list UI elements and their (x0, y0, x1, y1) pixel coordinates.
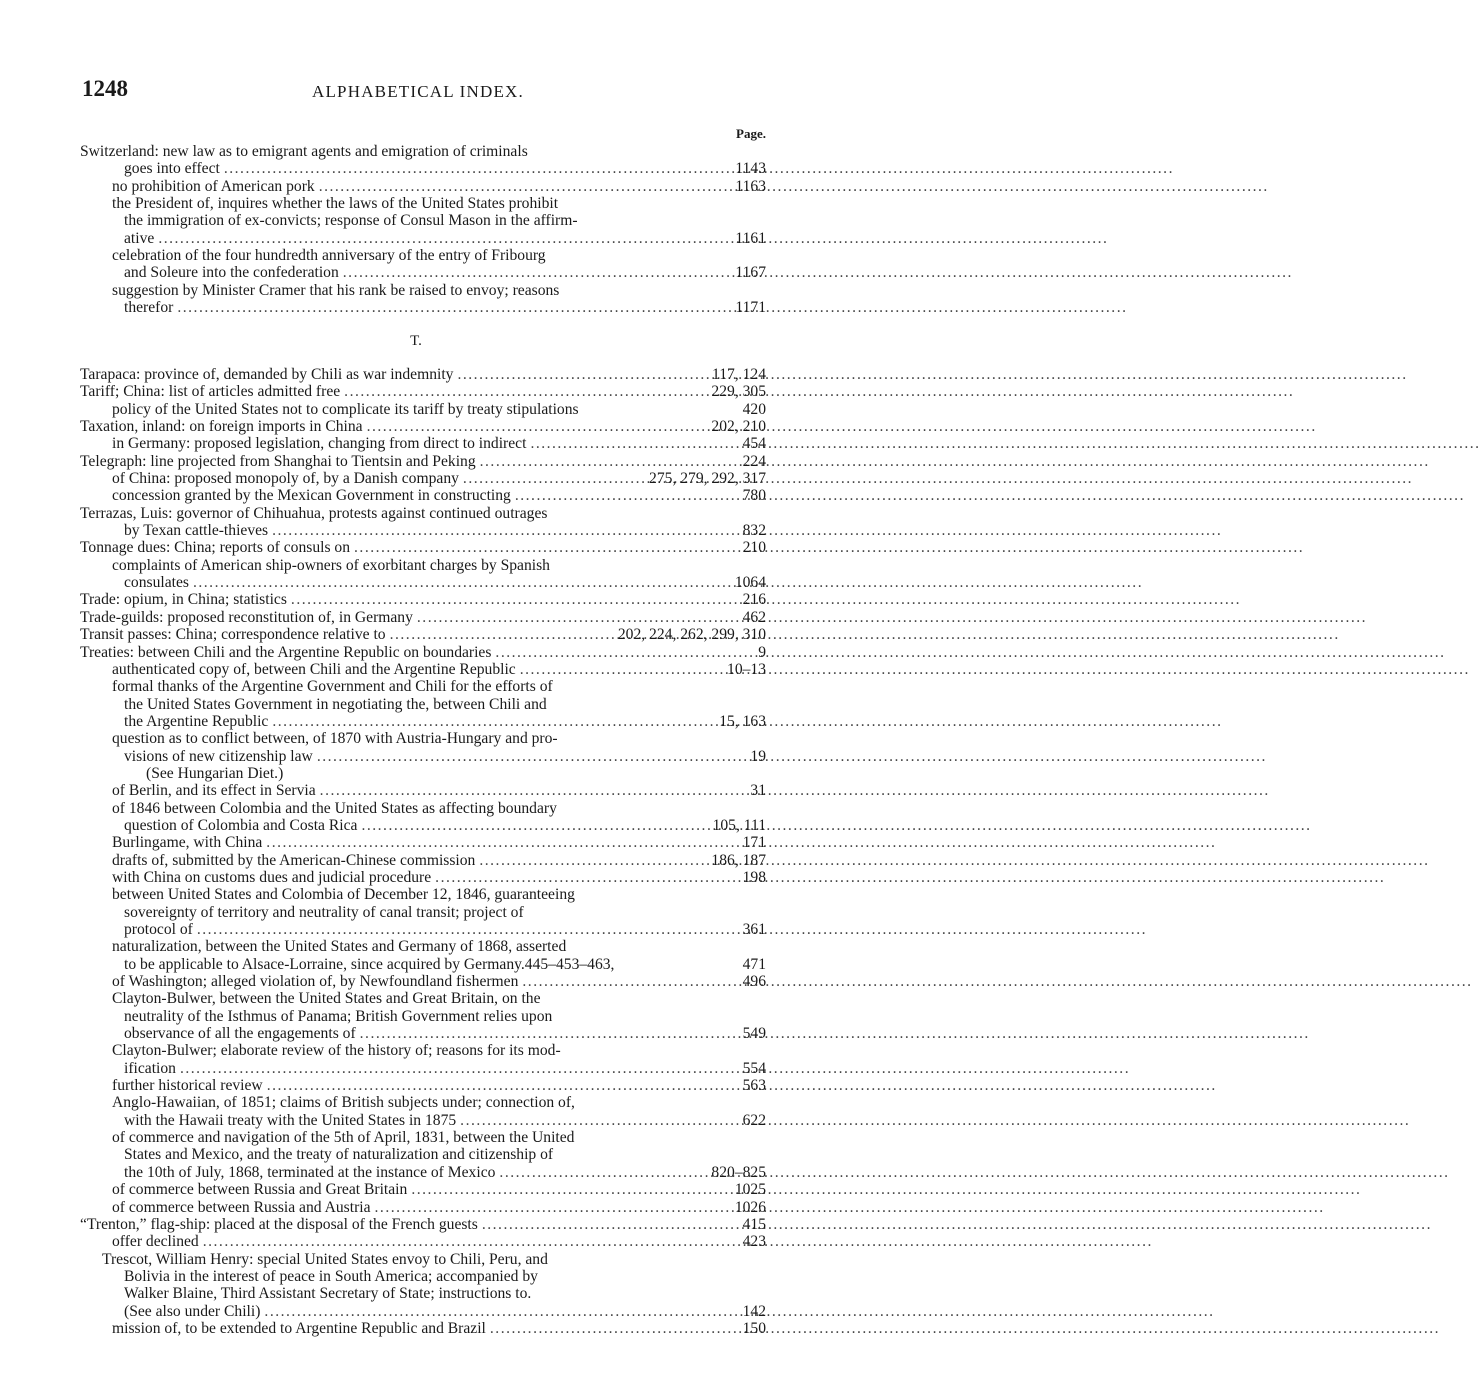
dot-leader (530, 435, 738, 452)
entry-page-ref: 622 (742, 1111, 766, 1129)
dot-leader (460, 1112, 738, 1129)
entry-text: further historical review (112, 1077, 263, 1095)
entry-page-ref: 117, 124 (712, 366, 766, 383)
dot-leader (317, 748, 747, 765)
entry-text: no prohibition of American pork (112, 177, 315, 195)
dot-leader (158, 230, 731, 247)
entry-text: the United States Government in negotiating the, between Chili and (124, 695, 547, 713)
entry-text: sovereignty of territory and neutrality of canal transit; project of (124, 903, 524, 921)
index-entry-line (80, 160, 766, 177)
index-entry-line (80, 956, 766, 973)
entry-text: question of Colombia and Costa Rica (124, 816, 358, 834)
index-entry-line (80, 626, 766, 643)
dot-leader (479, 852, 707, 869)
dot-leader (264, 1303, 738, 1320)
entry-text: (See Hungarian Diet.) (146, 764, 284, 782)
index-entry-line (80, 713, 766, 730)
index-entry-line (80, 212, 766, 229)
page-column-label: Page. (736, 126, 766, 141)
entry-page-ref: 202, 224, 262, 299, 310 (617, 626, 766, 644)
entry-page-ref: 224 (742, 452, 766, 470)
index-entry-line (80, 1025, 766, 1042)
index-entry-line (80, 1320, 766, 1337)
entry-page-ref: 10–13 (727, 660, 766, 678)
index-entry-line (80, 195, 766, 212)
entry-page-ref: 15, 163 (719, 712, 766, 730)
index-entry-line (80, 609, 766, 626)
index-entry-line (80, 1233, 766, 1250)
dot-leader (520, 661, 723, 678)
entry-page-ref: 142 (742, 1302, 766, 1320)
entry-text: observance of all the engagements of (124, 1025, 356, 1043)
index-entry-line (80, 1008, 766, 1025)
dot-leader (360, 1025, 739, 1042)
index-entry-line (80, 1094, 766, 1111)
entry-text: ification (124, 1059, 176, 1077)
entry-text: (See also under Chili) (124, 1302, 261, 1320)
index-entry-line (80, 383, 766, 400)
dot-leader (354, 539, 739, 556)
dot-leader (177, 299, 731, 316)
entry-page-ref: 275, 279, 292, 317 (649, 470, 766, 488)
entry-page-ref: 186, 187 (711, 851, 766, 869)
entry-text: with China on customs dues and judicial procedure (112, 868, 432, 886)
index-entry-line (80, 1112, 766, 1129)
entry-text: Walker Blaine, Third Assistant Secretary of State; instructions to. (124, 1285, 532, 1303)
index-entry-line (80, 644, 766, 661)
index-entry-line (80, 1199, 766, 1216)
entry-text: naturalization, between the United States and Germany of 1868, asserted (112, 938, 567, 956)
dot-leader (495, 644, 754, 661)
dot-leader (320, 782, 747, 799)
entry-text: Anglo-Hawaiian, of 1851; claims of British subjects under; connection of, (112, 1094, 575, 1112)
entry-text: of China: proposed monopoly of, by a Danish company (112, 470, 459, 488)
index-entry-line (80, 505, 766, 522)
entry-text: complaints of American ship-owners of exorbitant charges by Spanish (112, 556, 550, 574)
dot-leader (291, 591, 739, 608)
entry-text: concession granted by the Mexican Government in constructing (112, 487, 511, 505)
entry-text: Tonnage dues: China; reports of consuls on (80, 539, 351, 557)
entry-page-ref: 496 (742, 973, 766, 991)
dot-leader (435, 869, 738, 886)
entry-page-ref: 420 (742, 400, 766, 418)
entry-page-ref: 780 (742, 487, 766, 505)
entry-page-ref: 1064 (734, 574, 766, 592)
dot-leader (499, 1164, 707, 1181)
index-entry-line (80, 817, 766, 834)
page-title: ALPHABETICAL INDEX. (312, 82, 524, 101)
entry-page-ref: 229, 305 (711, 383, 766, 401)
entry-page-ref: 462 (742, 608, 766, 626)
index-entry-line (80, 800, 766, 817)
entry-page-ref: 198 (742, 868, 766, 886)
entry-page-ref: 1026 (734, 1198, 766, 1216)
index-entry-line (80, 1303, 766, 1320)
index-entry-line (80, 1285, 766, 1302)
index-entry-line (80, 886, 766, 903)
entry-text: neutrality of the Isthmus of Panama; British Government relies upon (124, 1007, 553, 1025)
dot-leader (361, 817, 708, 834)
entry-page-ref: 105, 111 (712, 816, 766, 834)
entry-page-ref: 415 (742, 1215, 766, 1233)
dot-leader (266, 834, 738, 851)
entry-text: Taxation, inland: on foreign imports in China (80, 418, 363, 436)
entry-page-ref: 1167 (735, 264, 766, 282)
running-head (82, 76, 772, 104)
entry-text: consulates (124, 574, 189, 592)
entry-text: authenticated copy of, between Chili and the Argentine Republic (112, 660, 516, 678)
entry-page-ref: 202, 210 (711, 418, 766, 436)
dot-leader (367, 418, 708, 435)
entry-text: Clayton-Bulwer; elaborate review of the history of; reasons for its mod- (112, 1042, 561, 1060)
index-section-t (80, 366, 766, 1337)
entry-text: Burlingame, with China (112, 834, 263, 852)
index-entry-line (80, 522, 766, 539)
index-entry-line (80, 1129, 766, 1146)
dot-leader (457, 366, 708, 383)
entry-page-ref: 9 (758, 643, 766, 661)
index-entry-line (80, 418, 766, 435)
index-entry-line (80, 470, 766, 487)
entry-text: goes into effect (124, 160, 220, 178)
entry-text: protocol of (124, 921, 193, 938)
index-entry-line (80, 539, 766, 556)
entry-page-ref: 471 (742, 955, 766, 973)
index-entry-line (80, 591, 766, 608)
entry-text: Trade-guilds: proposed reconstitution of, in Germany (80, 608, 413, 626)
dot-leader (375, 1199, 731, 1216)
entry-page-ref: 1171 (735, 299, 766, 317)
index-entry-line (80, 1077, 766, 1094)
dot-leader (515, 487, 739, 504)
entry-page-ref: 361 (742, 921, 766, 938)
index-entry-line (80, 178, 766, 195)
index-entry-line (80, 696, 766, 713)
entry-text: the Argentine Republic (124, 712, 269, 730)
entry-page-ref: 563 (742, 1077, 766, 1095)
index-entry-line (80, 765, 766, 782)
entry-text: question as to conflict between, of 1870 with Austria-Hungary and pro- (112, 730, 558, 748)
index-entry-line (80, 487, 766, 504)
entry-page-ref: 1143 (735, 160, 766, 178)
index-entry-line (80, 938, 766, 955)
dot-leader (482, 1216, 739, 1233)
dot-leader (224, 160, 732, 177)
entry-text: of commerce between Russia and Great Britain (112, 1181, 408, 1199)
index-entry-line (80, 435, 766, 452)
dot-leader (411, 1181, 731, 1198)
index-entry-line (80, 1060, 766, 1077)
dot-leader (490, 1320, 739, 1337)
entry-text: therefor (124, 299, 174, 317)
entry-text: offer declined (112, 1233, 199, 1251)
entry-text: Switzerland: new law as to emigrant agents and emigration of criminals (80, 143, 528, 160)
index-entry-line (80, 299, 766, 316)
entry-page-ref: 31 (750, 782, 766, 800)
entry-text: of Washington; alleged violation of, by Newfoundland fishermen (112, 973, 519, 991)
index-entry-line (80, 230, 766, 247)
dot-leader (272, 522, 739, 539)
index-entry-line (80, 782, 766, 799)
entry-text: of commerce between Russia and Austria (112, 1198, 371, 1216)
index-entry-line (80, 1181, 766, 1198)
entry-page-ref: 1163 (735, 177, 766, 195)
dot-leader (197, 921, 739, 938)
dot-leader (522, 973, 738, 990)
entry-page-ref: 454 (742, 435, 766, 453)
dot-leader (319, 178, 732, 195)
entry-text: the President of, inquires whether the laws of the United States prohibit (112, 195, 559, 213)
index-entry-line (80, 264, 766, 281)
entry-text: of 1846 between Colombia and the United States as affecting boundary (112, 799, 557, 817)
index-entry-line (80, 834, 766, 851)
entry-text: ative (124, 229, 155, 247)
index-entry-line (80, 904, 766, 921)
entry-text: by Texan cattle-thieves (124, 522, 269, 540)
index-entry-line (80, 401, 766, 418)
entry-text: the 10th of July, 1868, terminated at the instance of Mexico (124, 1163, 496, 1181)
index-entry-line (80, 143, 766, 160)
index-section-s (80, 143, 766, 316)
page-number: 1248 (82, 76, 128, 101)
entry-text: of Berlin, and its effect in Servia (112, 782, 316, 800)
entry-text: Terrazas, Luis: governor of Chihuahua, protests against continued outrages (80, 504, 548, 522)
dot-leader (193, 574, 731, 591)
entry-page-ref: 1161 (735, 229, 766, 247)
entry-text: policy of the United States not to complicate its tariff by treaty stipulations (112, 400, 579, 418)
entry-text: in Germany: proposed legislation, changing from direct to indirect (112, 435, 527, 453)
entry-text: Clayton-Bulwer, between the United States and Great Britain, on the (112, 990, 541, 1008)
entry-text: the immigration of ex-convicts; response of Consul Mason in the affirm- (124, 212, 578, 230)
index-entry-line (80, 574, 766, 591)
entry-text: Treaties: between Chili and the Argentine Republic on boundaries (80, 643, 492, 661)
index-entry-line (80, 557, 766, 574)
index-entry-line (80, 366, 766, 383)
entry-text: and Soleure into the confederation (124, 264, 339, 282)
index-entry-line (80, 852, 766, 869)
entry-text: with the Hawaii treaty with the United States in 1875 (124, 1111, 457, 1129)
entry-text: Transit passes: China; correspondence relative to (80, 626, 386, 644)
index-entry-line (80, 1042, 766, 1059)
dot-leader (390, 626, 614, 643)
dot-leader (267, 1077, 739, 1094)
entry-text: formal thanks of the Argentine Government and Chili for the efforts of (112, 678, 553, 696)
entry-page-ref: 820–825 (711, 1163, 766, 1181)
index-entry-line (80, 869, 766, 886)
entry-page-ref: 171 (742, 834, 766, 852)
entry-text: to be applicable to Alsace-Lorraine, since acquired by Germany.445–453–463, (124, 955, 615, 973)
index-entry-line (80, 973, 766, 990)
entry-page-ref: 832 (742, 522, 766, 540)
index-entry-line (80, 921, 766, 938)
entry-text: Tariff; China: list of articles admitted free (80, 383, 341, 401)
section-letter: T. (410, 333, 422, 349)
dot-leader (272, 713, 715, 730)
entry-text: Bolivia in the interest of peace in South America; accompanied by (124, 1267, 538, 1285)
index-entry-line (80, 1268, 766, 1285)
entry-text: of commerce and navigation of the 5th of April, 1831, between the United (112, 1129, 575, 1147)
index-entry-line (80, 748, 766, 765)
dot-leader (417, 609, 739, 626)
entry-page-ref: 150 (742, 1319, 766, 1337)
index-entry-line (80, 730, 766, 747)
entry-page-ref: 423 (742, 1233, 766, 1251)
entry-text: Trade: opium, in China; statistics (80, 591, 287, 609)
dot-leader (463, 470, 645, 487)
dot-leader (343, 264, 732, 281)
entry-text: celebration of the four hundredth anniversary of the entry of Fribourg (112, 247, 546, 265)
index-entry-line (80, 282, 766, 299)
index-entry-line (80, 990, 766, 1007)
entry-text: Trescot, William Henry: special United States envoy to Chili, Peru, and (102, 1250, 548, 1268)
index-entry-line (80, 678, 766, 695)
index-entry-line (80, 1164, 766, 1181)
entry-page-ref: 549 (742, 1025, 766, 1043)
index-entry-line (80, 1251, 766, 1268)
entry-text: Tarapaca: province of, demanded by Chili as war indemnity (80, 366, 454, 383)
entry-page-ref: 210 (742, 539, 766, 557)
entry-text: mission of, to be extended to Argentine Republic and Brazil (112, 1319, 486, 1337)
entry-text: States and Mexico, and the treaty of naturalization and citizenship of (124, 1146, 554, 1164)
entry-text: between United States and Colombia of December 12, 1846, guaranteeing (112, 886, 575, 904)
entry-page-ref: 19 (750, 747, 766, 765)
index-entry-line (80, 247, 766, 264)
entry-text: visions of new citizenship law (124, 747, 313, 765)
dot-leader (344, 383, 707, 400)
dot-leader (203, 1233, 739, 1250)
dot-leader (480, 453, 739, 470)
entry-text: “Trenton,” flag-ship: placed at the disposal of the French guests (80, 1215, 478, 1233)
entry-text: Telegraph: line projected from Shanghai to Tientsin and Peking (80, 452, 476, 470)
entry-page-ref: 1025 (734, 1181, 766, 1199)
index-entry-line (80, 1216, 766, 1233)
index-entry-line (80, 453, 766, 470)
entry-text: suggestion by Minister Cramer that his rank be raised to envoy; reasons (112, 281, 560, 299)
entry-text: drafts of, submitted by the American-Chinese commission (112, 851, 476, 869)
dot-leader (180, 1060, 739, 1077)
entry-page-ref: 554 (742, 1059, 766, 1077)
entry-page-ref: 216 (742, 591, 766, 609)
index-entry-line (80, 1146, 766, 1163)
index-entry-line (80, 661, 766, 678)
